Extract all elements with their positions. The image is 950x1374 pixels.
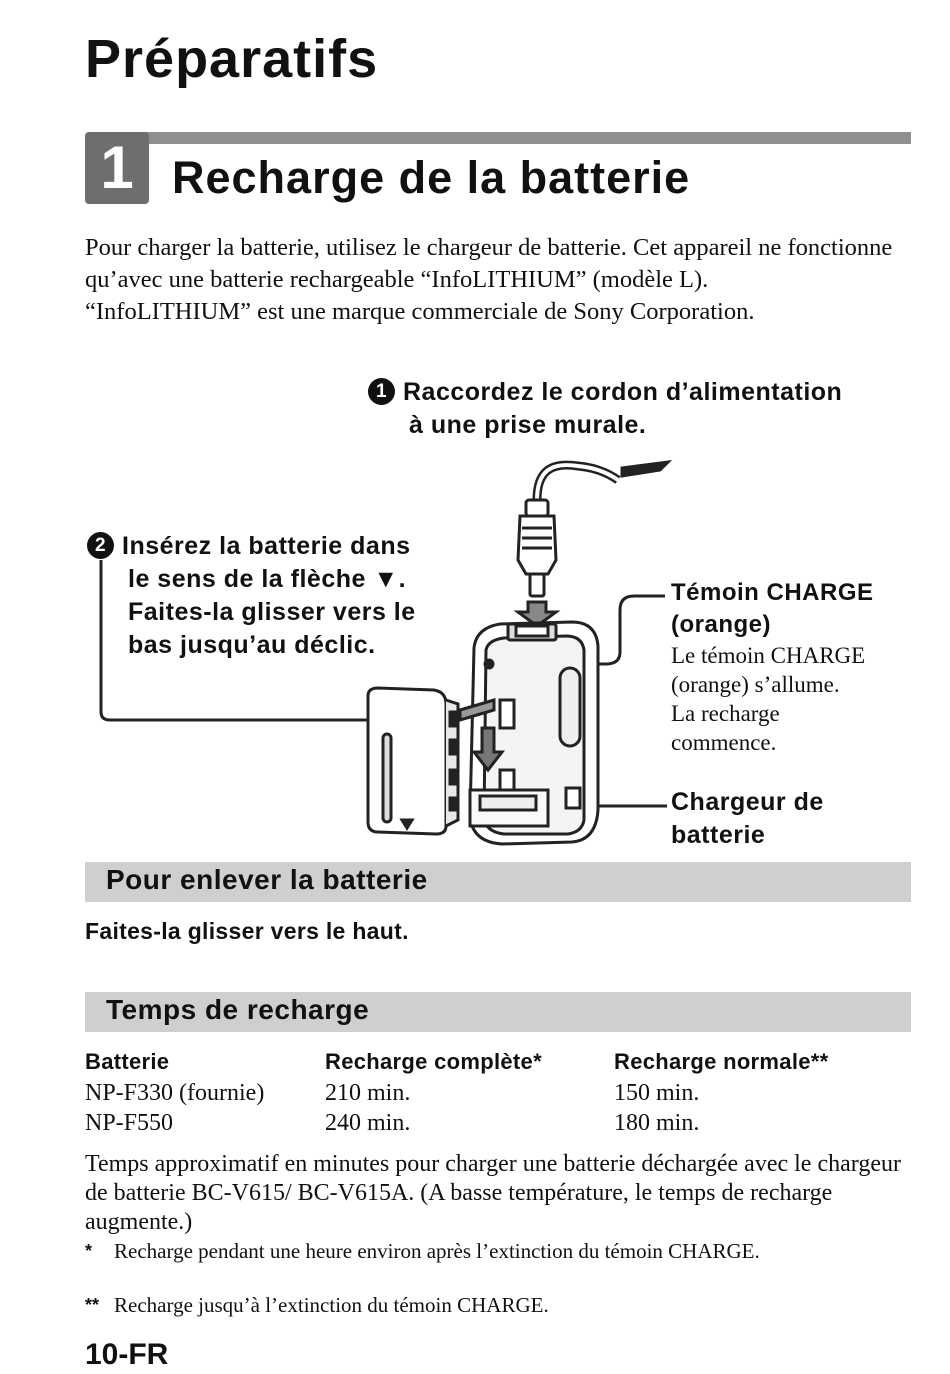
indicator-description — [671, 641, 931, 757]
table-cell: NP-F330 (fournie) — [85, 1079, 265, 1106]
table-cell: 240 min. — [325, 1109, 411, 1136]
indicator-title-line2: (orange) — [671, 611, 771, 638]
step2-line2: le sens de la flèche ▼. — [128, 565, 407, 593]
remove-instruction: Faites-la glisser vers le haut. — [85, 918, 409, 944]
column-header-normal-charge: Recharge normale** — [614, 1049, 829, 1074]
time-section-heading: Temps de recharge — [106, 994, 370, 1025]
time-section-header — [85, 992, 911, 1032]
step1-line1: Raccordez le cordon d’alimentation — [403, 378, 843, 406]
step1-number-badge: 1 — [368, 378, 395, 405]
indicator-desc-line: commence. — [671, 730, 777, 755]
footnote-mark: ** — [85, 1295, 100, 1315]
column-header-battery: Batterie — [85, 1049, 170, 1074]
section-title: Recharge de la batterie — [172, 152, 691, 203]
charger-line1: Chargeur de — [671, 788, 824, 816]
charging-times-table — [85, 1046, 914, 1138]
step2-number-badge: 2 — [87, 532, 114, 559]
footnote — [85, 1238, 915, 1265]
remove-section-heading: Pour enlever la batterie — [106, 864, 428, 895]
step2-line4: bas jusqu’au déclic. — [128, 631, 376, 659]
step1-callout — [368, 376, 928, 442]
section-number-badge: 1 — [85, 132, 149, 204]
power-cord — [537, 462, 668, 500]
table-row — [85, 1078, 914, 1108]
indicator-desc-line: Le témoin CHARGE — [671, 643, 866, 668]
footnote-mark: * — [85, 1241, 93, 1261]
charging-time-note: Temps approximatif en minutes pour charger une batterie déchargée avec le chargeur de batterie BC-V615/ BC-V615A. (A basse température, le temps de recharge augmente.) — [85, 1151, 901, 1235]
indicator-desc-line: (orange) s’allume. — [671, 672, 840, 697]
step1-line2: à une prise murale. — [409, 411, 647, 439]
charger-callout — [671, 786, 931, 852]
page-title: Préparatifs — [85, 29, 379, 89]
indicator-title-line1: Témoin CHARGE — [671, 579, 874, 606]
charge-indicator-callout — [671, 577, 931, 757]
step1-line1-wrapper — [368, 376, 928, 409]
step2-line1-wrapper — [87, 530, 477, 563]
footnote — [85, 1292, 915, 1319]
battery-charger — [460, 622, 598, 844]
page-number: 10-FR — [85, 1338, 169, 1371]
indicator-desc-line: La recharge — [671, 701, 780, 726]
charger-line2: batterie — [671, 821, 766, 849]
intro-text — [85, 232, 915, 328]
footnote-text: Recharge pendant une heure environ après l’extinction du témoin CHARGE. — [114, 1239, 760, 1263]
step2-line1: Insérez la batterie dans — [122, 532, 411, 560]
step2-callout — [87, 530, 477, 662]
footnote-text: Recharge jusqu’à l’extinction du témoin CHARGE. — [114, 1293, 549, 1317]
section-rule — [130, 132, 911, 144]
battery-pack — [368, 688, 458, 834]
table-row — [85, 1108, 914, 1138]
column-header-full-charge: Recharge complète* — [325, 1049, 542, 1074]
ac-plug — [518, 500, 556, 626]
table-header-row — [85, 1046, 914, 1078]
table-cell: 150 min. — [614, 1079, 700, 1106]
remove-section-header — [85, 862, 911, 902]
intro-paragraph: Pour charger la batterie, utilisez le chargeur de batterie. Cet appareil ne fonctionne qu’avec une batterie rechargeable “InfoLITHIUM” (modèle L). — [85, 234, 893, 293]
table-cell: 210 min. — [325, 1079, 411, 1106]
table-cell: NP-F550 — [85, 1109, 174, 1136]
table-cell: 180 min. — [614, 1109, 700, 1136]
step2-line3: Faites-la glisser vers le — [128, 598, 416, 626]
trademark-paragraph: “InfoLITHIUM” est une marque commerciale de Sony Corporation. — [85, 298, 755, 325]
indicator-leader-line — [490, 596, 665, 664]
